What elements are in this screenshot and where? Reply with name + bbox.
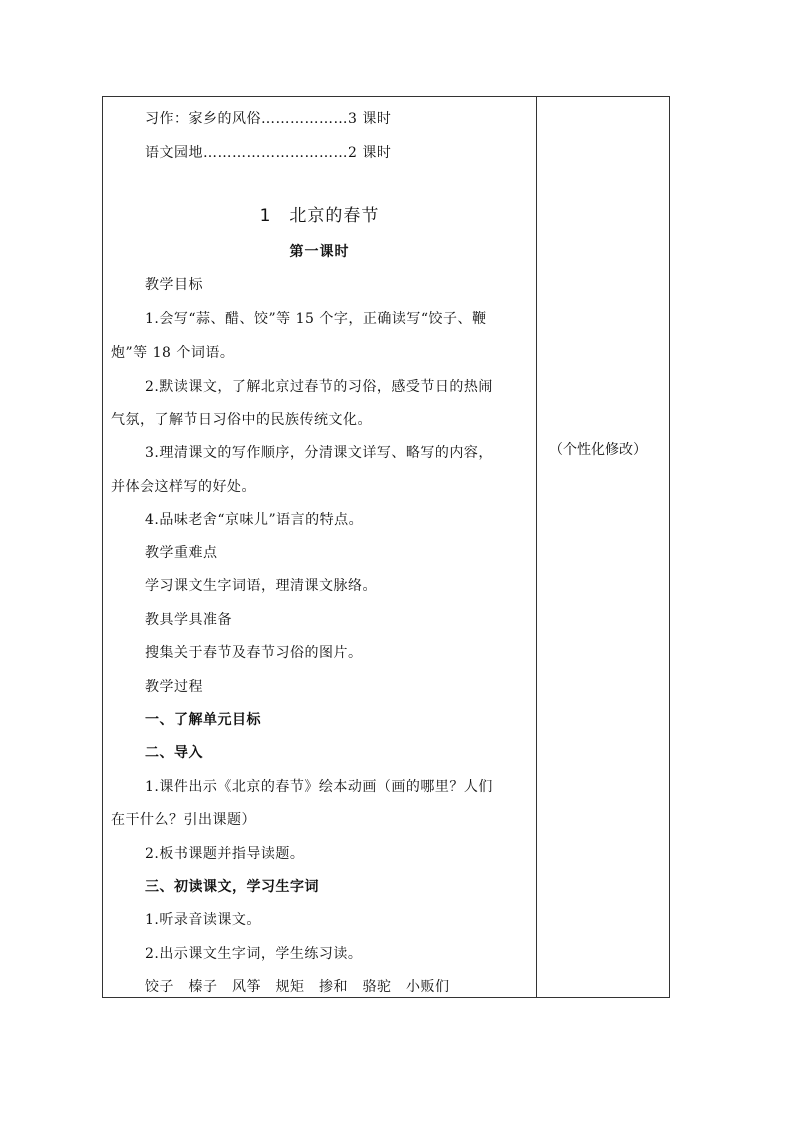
step-3-item-1: 1.听录音读课文。 — [145, 912, 261, 928]
objective-4: 4.品味老舍“京味儿”语言的特点。 — [145, 512, 364, 528]
toc-entry-chinese-garden: 语文园地…………………………2 课时 — [145, 145, 392, 161]
objectives-heading: 教学目标 — [145, 277, 203, 293]
process-heading: 教学过程 — [145, 679, 203, 695]
objective-2-line-2: 气氛，了解节日习俗中的民族传统文化。 — [111, 412, 372, 428]
objective-2-line-1: 2.默读课文，了解北京过春节的习俗，感受节日的热闹 — [145, 379, 493, 395]
step-2-item-2: 2.板书课题并指导读题。 — [145, 846, 305, 862]
step-3-item-2: 2.出示课文生字词，学生练习读。 — [145, 946, 363, 962]
lesson-plan-table — [102, 96, 670, 998]
step-2-heading: 二、导入 — [145, 745, 203, 761]
step-3-heading: 三、初读课文，学习生字词 — [145, 879, 319, 895]
step-2-item-1-line-2: 在干什么？引出课题） — [111, 812, 256, 828]
prep-text: 搜集关于春节及春节习俗的图片。 — [145, 645, 363, 661]
objective-3-line-1: 3.理清课文的写作顺序，分清课文详写、略写的内容， — [145, 445, 493, 461]
objective-1-line-2: 炮”等 18 个词语。 — [111, 345, 235, 361]
keypoints-heading: 教学重难点 — [145, 545, 218, 561]
personalization-column — [537, 97, 669, 997]
period-title: 第一课时 — [289, 244, 350, 260]
keypoints-text: 学习课文生字词语，理清课文脉络。 — [145, 578, 377, 594]
step-2-item-1-line-1: 1.课件出示《北京的春节》绘本动画（画的哪里？人们 — [145, 779, 493, 795]
toc-entry-composition: 习作：家乡的风俗………………3 课时 — [145, 111, 392, 127]
main-content-column — [103, 97, 536, 997]
prep-heading: 教具学具准备 — [145, 612, 232, 628]
objective-1-line-1: 1.会写“蒜、醋、饺”等 15 个字，正确读写“饺子、鞭 — [145, 311, 487, 327]
vocabulary-list: 饺子 榛子 风筝 规矩 掺和 骆驼 小贩们 — [145, 979, 450, 995]
objective-3-line-2: 并体会这样写的好处。 — [111, 479, 256, 495]
step-1-heading: 一、了解单元目标 — [145, 712, 261, 728]
lesson-title: 1 北京的春节 — [259, 206, 380, 226]
personalization-note: （个性化修改） — [549, 442, 647, 458]
